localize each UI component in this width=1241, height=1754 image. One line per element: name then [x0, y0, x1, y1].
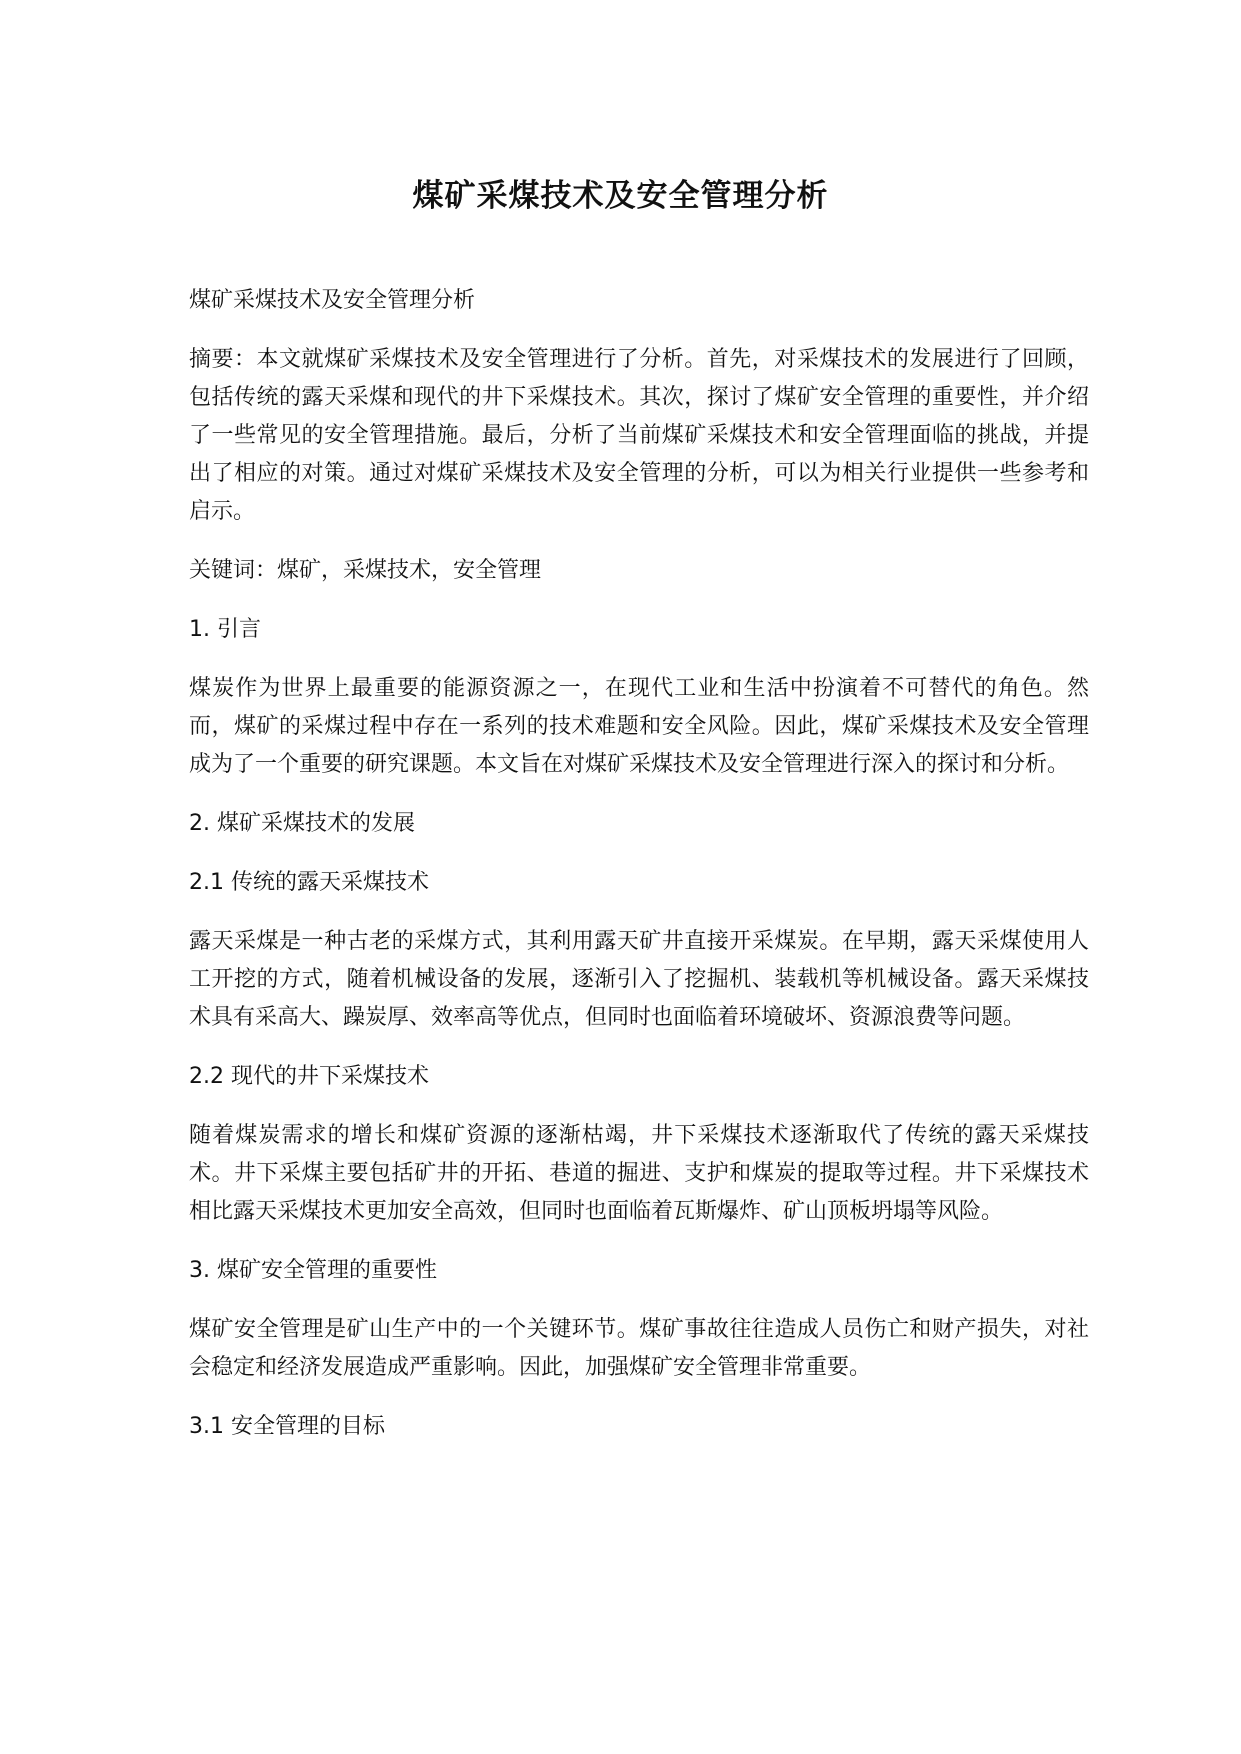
section-heading-3: 3. 煤矿安全管理的重要性 [189, 1258, 437, 1283]
underground-paragraph: 随着煤炭需求的增长和煤矿资源的逐渐枯竭，井下采煤技术逐渐取代了传统的露天采煤技术。井下采煤主要包括矿井的开拓、巷道的掘进、支护和煤炭的提取等过程。井下采煤技术相比露天采煤技术更加安全高效，但同时也面临着瓦斯爆炸、矿山顶板坍塌等风险。 [189, 1123, 1089, 1224]
document-body [189, 282, 1089, 1467]
open-pit-paragraph: 露天采煤是一种古老的采煤方式，其利用露天矿井直接开采煤炭。在早期，露天采煤使用人工开挖的方式，随着机械设备的发展，逐渐引入了挖掘机、装载机等机械设备。露天采煤技术具有采高大、躁炭厚、效率高等优点，但同时也面临着环境破坏、资源浪费等问题。 [189, 929, 1089, 1030]
document-title: 煤矿采煤技术及安全管理分析 [412, 178, 829, 214]
section-heading-2: 2. 煤矿采煤技术的发展 [189, 811, 415, 836]
subsection-heading-2-1: 2.1 传统的露天采煤技术 [189, 870, 429, 895]
subsection-heading-3-1: 3.1 安全管理的目标 [189, 1414, 385, 1439]
section-heading-1: 1. 引言 [189, 617, 261, 642]
safety-importance-paragraph: 煤矿安全管理是矿山生产中的一个关键环节。煤矿事故往往造成人员伤亡和财产损失，对社会稳定和经济发展造成严重影响。因此，加强煤矿安全管理非常重要。 [189, 1317, 1089, 1380]
subsection-heading-2-2: 2.2 现代的井下采煤技术 [189, 1064, 429, 1089]
subtitle-paragraph: 煤矿采煤技术及安全管理分析 [189, 288, 476, 313]
abstract-paragraph: 摘要：本文就煤矿采煤技术及安全管理进行了分析。首先，对采煤技术的发展进行了回顾，包括传统的露天采煤和现代的井下采煤技术。其次，探讨了煤矿安全管理的重要性，并介绍了一些常见的安全管理措施。最后，分析了当前煤矿采煤技术和安全管理面临的挑战，并提出了相应的对策。通过对煤矿采煤技术及安全管理的分析，可以为相关行业提供一些参考和启示。 [189, 347, 1089, 524]
keywords-paragraph: 关键词：煤矿，采煤技术，安全管理 [189, 558, 542, 583]
intro-paragraph: 煤炭作为世界上最重要的能源资源之一，在现代工业和生活中扮演着不可替代的角色。然而，煤矿的采煤过程中存在一系列的技术难题和安全风险。因此，煤矿采煤技术及安全管理成为了一个重要的研究课题。本文旨在对煤矿采煤技术及安全管理进行深入的探讨和分析。 [189, 676, 1089, 777]
